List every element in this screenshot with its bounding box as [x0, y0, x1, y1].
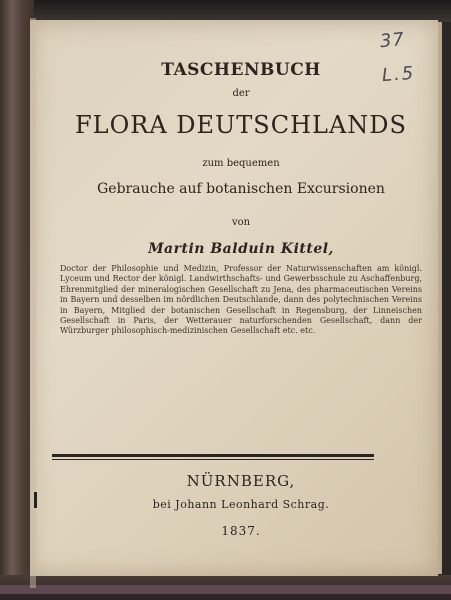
book-top-shadow [0, 0, 451, 22]
pencil-note-line1: 37 [378, 28, 406, 53]
pencil-note-line2: L.5 [381, 62, 416, 87]
subtitle-line1: zum bequemen [202, 158, 280, 169]
publisher: bei Johann Leonhard Schrag. [152, 498, 330, 511]
rule-thick [52, 454, 374, 457]
rule-thin [52, 459, 374, 460]
book-title-main: TASCHENBUCH [161, 60, 321, 80]
book-title-subject: FLORA DEUTSCHLANDS [75, 111, 407, 139]
subtitle-line2: Gebrauche auf botanischen Excursionen [97, 181, 385, 197]
title-article: der [232, 88, 250, 99]
book-bottom-band [0, 585, 451, 594]
title-block [54, 56, 428, 337]
spine-mark [34, 492, 37, 508]
imprint [54, 470, 428, 541]
publication-year: 1837. [221, 524, 261, 538]
book-cover-left [0, 0, 34, 600]
double-rule [52, 454, 374, 460]
by-word: von [231, 217, 251, 228]
author-description: Doctor der Philosophie und Medizin, Professor der Naturwissenschaften am königl. Lyceum und Rector der königl. Landwirthschafts- und Gewerbsschule zu Aschaffenburg, Ehrenmitglied der mineralogischen Gesellschaft zu Jena, des pharmaceutischen Vereins in Bayern und desselben im nördlichen Deutschlande, dann des polytechnischen Vereins in Bayern, Mitglied der botanischen Gesellschaft in Regensburg, der Linneischen Gesellschaft in Paris, der Wetterauer naturforschenden Gesellschaft, dann der Würzburger philosophisch-medizinischen Gesellschaft etc. etc. [60, 264, 422, 336]
publication-place: NÜRNBERG, [186, 472, 296, 490]
author-name: Martin Balduin Kittel, [148, 241, 334, 257]
